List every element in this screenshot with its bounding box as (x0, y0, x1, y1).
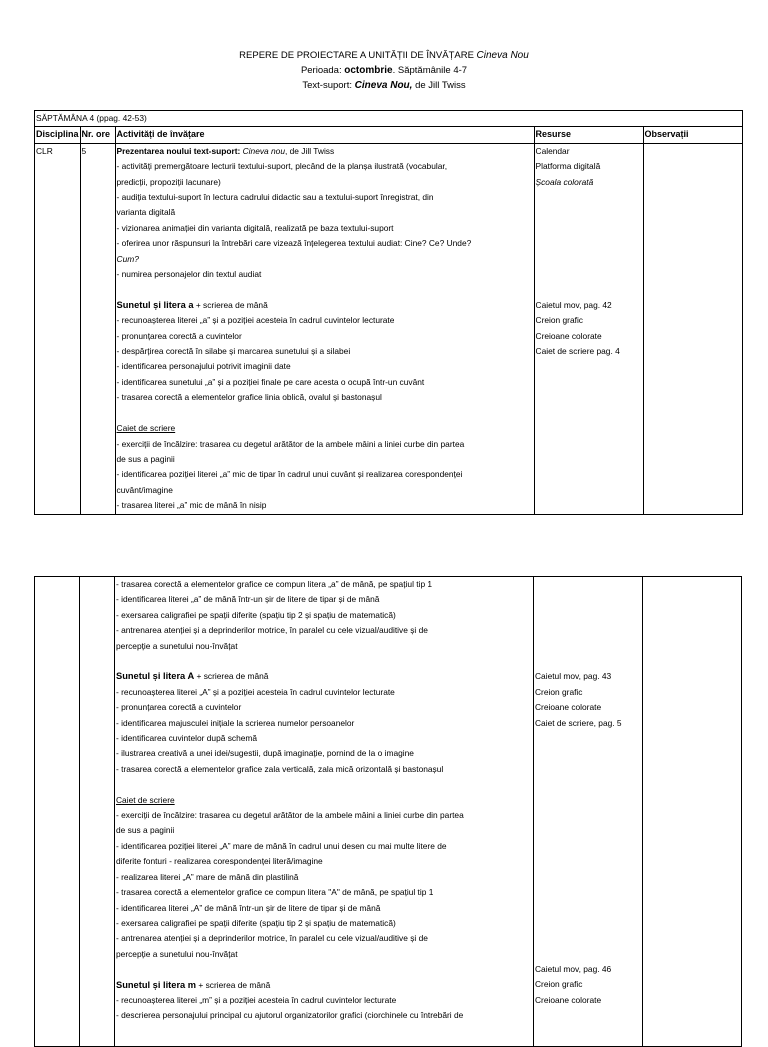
document-header (0, 48, 768, 93)
header-line-3: Text-suport: Cineva Nou, de Jill Twiss (302, 80, 466, 91)
col-header-hours: Nr. ore (80, 127, 115, 143)
activity-line: - identificarea literei „a” de mână într-un șir de litere de tipar și de mână (116, 594, 380, 605)
col-header-observations: Observații (643, 127, 742, 143)
resource-item: Caiet de scriere, pag. 5 (535, 717, 622, 728)
resources-cell (534, 577, 643, 1047)
activity-line: - pronunțarea corectă a cuvintelor (116, 702, 242, 713)
activities-cell (115, 577, 534, 1047)
discipline-cell (35, 577, 80, 1047)
activity-line: - trasarea literei „a” mic de mână în nisip (116, 500, 267, 511)
resource-item: Caietul mov, pag. 42 (535, 299, 612, 310)
activity-line: - identificarea majusculei inițiale la scrierea numelor persoanelor (116, 717, 355, 728)
activity-line: - trasarea corectă a elementelor grafice zala verticală, zala mică orizontală și bastonașul (116, 763, 444, 774)
activity-line: - identificarea sunetului „a” și a poziției finale pe care acesta o ocupă într-un cuvânt (116, 376, 425, 387)
activity-line: - trasarea corectă a elementelor grafice ce compun litera "A" de mână, pe spațiul tip 1 (116, 887, 434, 898)
activity-line: diferite fonturi - realizarea corespondenței literă/imagine (116, 856, 323, 867)
activity-line: - antrenarea atenției și a deprinderilor motrice, în paralel cu cele vizual/auditive și de (116, 625, 428, 636)
table-row (35, 577, 742, 1047)
activity-line: - exersarea caligrafiei pe spații diferite (spațiu tip 2 și spațiu de matematică) (116, 609, 396, 620)
observations-cell (643, 143, 742, 514)
activity-line: - recunoașterea literei „m” și a poziției acesteia în cadrul cuvintelor lecturate (116, 994, 397, 1005)
activity-line: - descrierea personajului principal cu ajutorul organizatorilor grafici (ciorchinele cu întrebări de (116, 1010, 464, 1021)
activity-line: - recunoașterea literei „A” și a poziției acesteia în cadrul cuvintelor lecturate (116, 686, 395, 697)
planning-table-page-1 (34, 110, 743, 515)
header-line-1: REPERE DE PROIECTARE A UNITĂȚII DE ÎNVĂȚARE Cineva Nou (239, 50, 529, 61)
activity-line: - identificarea poziției literei „a” mic de tipar în cadrul unui cuvânt și realizarea corespondenței (116, 469, 463, 480)
resource-item: Creioane colorate (535, 702, 602, 713)
activity-line: - trasarea corectă a elementelor grafice linia oblică, ovalul și bastonașul (116, 392, 382, 403)
col-header-discipline: Disciplina (35, 127, 81, 143)
activity-line: varianta digitală (116, 207, 176, 218)
activity-line: de sus a paginii (116, 453, 175, 464)
intro-line: Prezentarea noului text-suport: Cineva nou, de Jill Twiss (116, 145, 335, 156)
activity-line: - exerciții de încălzire: trasarea cu degetul arătător de la ambele mâini a liniei curbe din partea (116, 438, 465, 449)
activity-line: - exersarea caligrafiei pe spații diferite (spațiu tip 2 și spațiu de matematică) (116, 917, 396, 928)
resource-item: Calendar (535, 145, 570, 156)
section-title-a: Sunetul și litera a + scrierea de mână (116, 299, 268, 310)
resource-item: Platforma digitală (535, 161, 601, 172)
activity-line: - ilustrarea creativă a unei idei/sugestii, după imaginație, pornind de la o imagine (116, 748, 414, 759)
activity-line: - identificarea cuvintelor după schemă (116, 733, 258, 744)
activity-line: cuvânt/imagine (116, 484, 173, 495)
planning-table-page-2 (34, 576, 742, 1047)
resource-item: Caiet de scriere pag. 4 (535, 345, 620, 356)
observations-cell (643, 577, 742, 1047)
activity-line: Cum? (116, 253, 139, 264)
week-title: SĂPTĂMÂNA 4 (ppag. 42-53) (35, 111, 743, 127)
activity-line: - recunoașterea literei „a” și a poziției acesteia în cadrul cuvintelor lecturate (116, 315, 395, 326)
activity-line: - audiția textului-suport în lectura cadrului didactic sau a textului-suport înregistrat, din (116, 192, 434, 203)
resource-item: Caietul mov, pag. 46 (535, 963, 612, 974)
activities-cell (115, 143, 534, 514)
activity-line: - oferirea unor răspunsuri la întrebări care vizează înțelegerea textului audiat: Cine? Ce? Unde? (116, 238, 472, 249)
table-row (35, 143, 743, 514)
activity-line: - numirea personajelor din textul audiat (116, 269, 262, 280)
activity-line: - vizionarea animației din varianta digitală, realizată pe baza textului-suport (116, 222, 394, 233)
activity-line: - activități premergătoare lecturii textului-suport, plecând de la planșa ilustrată (vocabular, (116, 161, 448, 172)
col-header-activities: Activități de învățare (115, 127, 534, 143)
discipline-cell: CLR (35, 143, 81, 514)
activity-line: percepție a sunetului nou-învățat (116, 948, 238, 959)
activity-line: - pronunțarea corectă a cuvintelor (116, 330, 242, 341)
resource-item: Școala colorată (535, 176, 594, 187)
resource-item: Creion grafic (535, 315, 583, 326)
table-header-row (35, 127, 743, 143)
activity-line: - identificarea poziției literei „A” mare de mână în cadrul unui desen cu mai multe litere de (116, 840, 447, 851)
activity-line: - identificarea literei „A” de mână într-un șir de litere de tipar și de mână (116, 902, 381, 913)
activity-line: predicții, propoziții lacunare) (116, 176, 221, 187)
section-title-m: Sunetul și litera m + scrierea de mână (116, 979, 271, 990)
resource-item: Caietul mov, pag. 43 (535, 671, 612, 682)
section-title-A: Sunetul și litera A + scrierea de mână (116, 671, 269, 682)
caiet-label: Caiet de scriere (116, 794, 175, 805)
activity-line: - despărțirea corectă în silabe și marcarea sunetului și a silabei (116, 346, 351, 357)
caiet-label: Caiet de scriere (116, 423, 176, 434)
activity-line: - trasarea corectă a elementelor grafice ce compun litera „a” de mână, pe spațiul tip 1 (116, 579, 433, 589)
resources-cell (534, 143, 643, 514)
activity-line: percepție a sunetului nou-învățat (116, 640, 238, 651)
header-line-2: Perioada: octombrie. Săptămânile 4-7 (300, 65, 468, 76)
activity-line: - identificarea personajului potrivit imaginii date (116, 361, 291, 372)
activity-line: de sus a paginii (116, 825, 175, 836)
activity-line: - exerciții de încălzire: trasarea cu degetul arătător de la ambele mâini a liniei curbe din partea (116, 810, 464, 821)
activity-line: - antrenarea atenției și a deprinderilor motrice, în paralel cu cele vizual/auditive și de (116, 933, 428, 944)
col-header-resources: Resurse (534, 127, 643, 143)
hours-cell (80, 577, 115, 1047)
activity-line: - realizarea literei „A” mare de mână din plastilină (116, 871, 299, 882)
resource-item: Creioane colorate (535, 994, 602, 1005)
hours-cell: 5 (80, 143, 115, 514)
resource-item: Creion grafic (535, 686, 583, 697)
resource-item: Creioane colorate (535, 330, 602, 341)
resource-item: Creion grafic (535, 979, 583, 990)
